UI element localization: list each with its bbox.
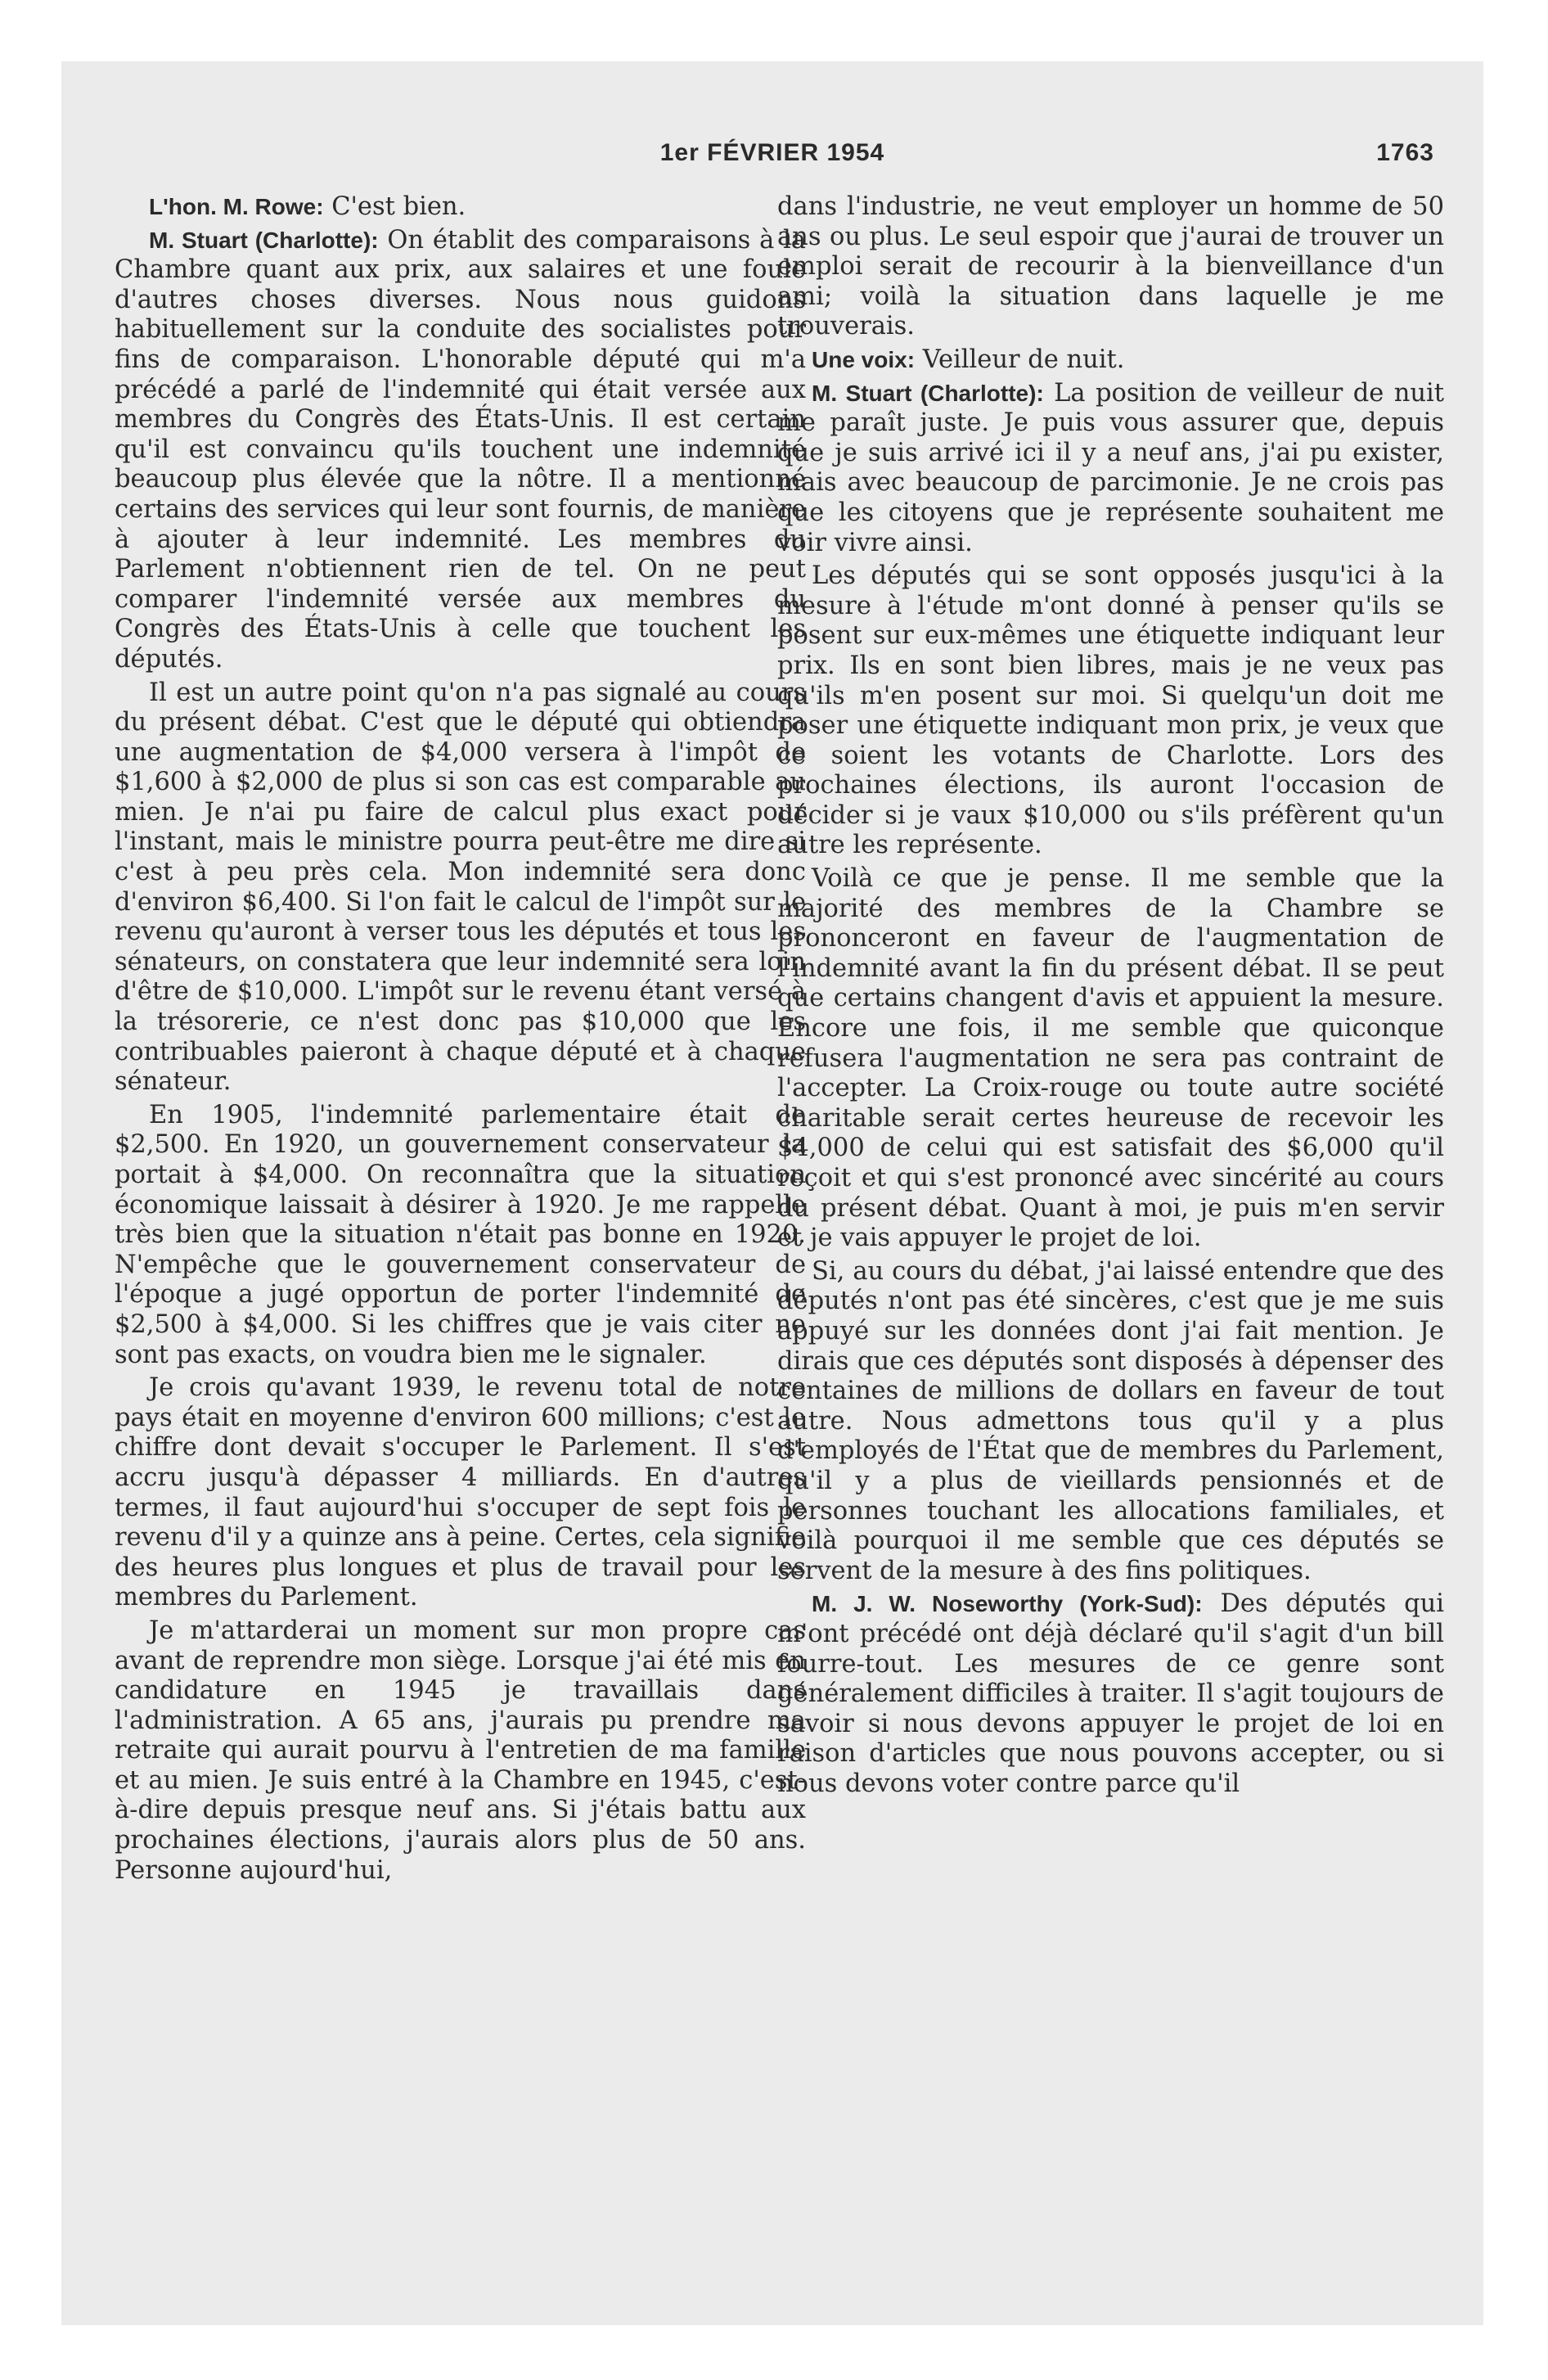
- paragraph: [777, 192, 1444, 342]
- paragraph-text: Je crois qu'avant 1939, le revenu total de notre pays était en moyenne d'environ 600 millions; c'est le chiffre dont devait s'occuper le Parlement. Il s'est accru jusqu'à dépasser 4 milliards. En d'autres termes, il faut aujourd'hui s'occuper de sept fois le revenu d'il y a quinze ans à peine. Certes, cela signifie des heures plus longues et plus de travail pour les membres du Parlement.: [115, 1373, 806, 1612]
- paragraph: [777, 864, 1444, 1254]
- paragraph-text: Je m'attarderai un moment sur mon propre cas avant de reprendre mon siège. Lorsque j'ai été mis en candidature en 1945 je travaillais dans l'administration. A 65 ans, j'aurais pu prendre ma retraite qui aurait pourvu à l'entretien de ma famille et au mien. Je suis entré à la Chambre en 1945, c'est-à-dire depuis presque neuf ans. Si j'étais battu aux prochaines élections, j'aurais alors plus de 50 ans. Personne aujourd'hui,: [115, 1616, 806, 1885]
- paragraph-text: Des députés qui m'ont précédé ont déjà déclaré qu'il s'agit d'un bill fourre-tout. Les mesures de ce genre sont généralement difficiles à traiter. Il s'agit toujours de savoir si nous devons appuyer le projet de loi en raison d'articles que nous pouvons accepter, ou si nous devons voter contre parce qu'il: [777, 1589, 1444, 1798]
- paragraph: [777, 1257, 1444, 1587]
- paragraph: [115, 1616, 806, 1886]
- speaker-name: M. Stuart (Charlotte):: [812, 380, 1044, 406]
- paragraph: [777, 379, 1444, 559]
- paragraph-text: Voilà ce que je pense. Il me semble que la majorité des membres de la Chambre se prononceront en faveur de l'augmentation de l'indemnité avant la fin du présent débat. Il se peut que certains changent d'avis et appuient la mesure. Encore une fois, il me semble que quiconque refusera l'augmentation ne sera pas contraint de l'accepter. La Croix-rouge ou toute autre société charitable serait certes heureuse de recevoir les $4,000 de celui qui est satisfait des $6,000 qu'il reçoit et qui s'est prononcé avec sincérité au cours du présent débat. Quant à moi, je puis m'en servir et je vais appuyer le projet de loi.: [777, 864, 1444, 1253]
- paragraph-text: dans l'industrie, ne veut employer un homme de 50 ans ou plus. Le seul espoir que j'aurai de trouver un emploi serait de recourir à la bienveillance d'un ami; voilà la situation dans laquelle je me trouverais.: [777, 192, 1444, 341]
- page-number: 1763: [1376, 139, 1434, 166]
- speaker-name: L'hon. M. Rowe:: [149, 194, 324, 219]
- paragraph-text: Si, au cours du débat, j'ai laissé entendre que des députés n'ont pas été sincères, c'est que je me suis appuyé sur les données dont j'ai fait mention. Je dirais que ces députés sont disposés à dépenser des centaines de millions de dollars en faveur de tout autre. Nous admettons tous qu'il y a plus d'employés de l'État que de membres du Parlement, qu'il y a plus de vieillards pensionnés et de personnes touchant les allocations familiales, et voilà pourquoi il me semble que ces députés se servent de la mesure à des fins politiques.: [777, 1256, 1444, 1585]
- paragraph: [777, 345, 1444, 376]
- page-header: [61, 139, 1483, 180]
- paragraph: [777, 1589, 1444, 1799]
- speaker-name: M. Stuart (Charlotte):: [149, 227, 379, 253]
- right-column: [777, 192, 1444, 1802]
- paragraph-text: C'est bien.: [323, 192, 466, 221]
- speaker-name: M. J. W. Noseworthy (York-Sud):: [812, 1591, 1203, 1617]
- paragraph-text: La position de veilleur de nuit me paraît juste. Je puis vous assurer que, depuis que je suis arrivé ici il y a neuf ans, j'ai pu exister, mais avec beaucoup de parcimonie. Je ne crois pas que les citoyens que je représente souhaitent me voir vivre ainsi.: [777, 378, 1444, 557]
- paragraph-text: Les députés qui se sont opposés jusqu'ici à la mesure à l'étude m'ont donné à penser qu'ils se posent sur eux-mêmes une étiquette indiquant leur prix. Ils en sont bien libres, mais je ne veux pas qu'ils m'en posent sur moi. Si quelqu'un doit me poser une étiquette indiquant mon prix, je veux que ce soient les votants de Charlotte. Lors des prochaines élections, ils auront l'occasion de décider si je vaux $10,000 ou s'ils préfèrent qu'un autre les représente.: [777, 561, 1444, 860]
- paragraph: [115, 226, 806, 675]
- paragraph: [115, 1101, 806, 1370]
- paragraph: [115, 678, 806, 1098]
- paragraph-text: On établit des comparaisons à la Chambre quant aux prix, aux salaires et une foule d'autres choses diverses. Nous nous guidons habituellement sur la conduite des socialistes pour fins de comparaison. L'honorable député qui m'a précédé a parlé de l'indemnité qui était versée aux membres du Congrès des États-Unis. Il est certain qu'il est convaincu qu'ils touchent une indemnité beaucoup plus élevée que la nôtre. Il a mentionné certains des services qui leur sont fournis, de manière à ajouter à leur indemnité. Les membres du Parlement n'obtiennent rien de tel. On ne peut comparer l'indemnité versée aux membres du Congrès des États-Unis à celle que touchent les députés.: [115, 225, 806, 674]
- speaker-name: Une voix:: [812, 346, 916, 372]
- paragraph-text: Veilleur de nuit.: [915, 345, 1125, 374]
- paragraph: [115, 192, 806, 223]
- paragraph: [777, 561, 1444, 861]
- paragraph-text: Il est un autre point qu'on n'a pas signalé au cours du présent débat. C'est que le député qui obtiendra une augmentation de $4,000 versera à l'impôt de $1,600 à $2,000 de plus si son cas est comparable au mien. Je n'ai pu faire de calcul plus exact pour l'instant, mais le ministre pourra peut-être me dire si c'est à peu près cela. Mon indemnité sera donc d'environ $6,400. Si l'on fait le calcul de l'impôt sur le revenu qu'auront à verser tous les députés et tous les sénateurs, on constatera que leur indemnité sera loin d'être de $10,000. L'impôt sur le revenu étant versé à la trésorerie, ce n'est donc pas $10,000 que les contribuables paieront à chaque député et à chaque sénateur.: [115, 678, 806, 1097]
- left-column: [115, 192, 806, 1889]
- document-page: [61, 61, 1483, 2325]
- header-date: 1er FÉVRIER 1954: [659, 139, 885, 166]
- paragraph: [115, 1373, 806, 1613]
- paragraph-text: En 1905, l'indemnité parlementaire était de $2,500. En 1920, un gouvernement conservateur la portait à $4,000. On reconnaîtra que la situation économique laissait à désirer à 1920. Je me rappelle très bien que la situation n'était pas bonne en 1920. N'empêche que le gouvernement conservateur de l'époque a jugé opportun de porter l'indemnité de $2,500 à $4,000. Si les chiffres que je vais citer ne sont pas exacts, on voudra bien me le signaler.: [115, 1100, 806, 1369]
